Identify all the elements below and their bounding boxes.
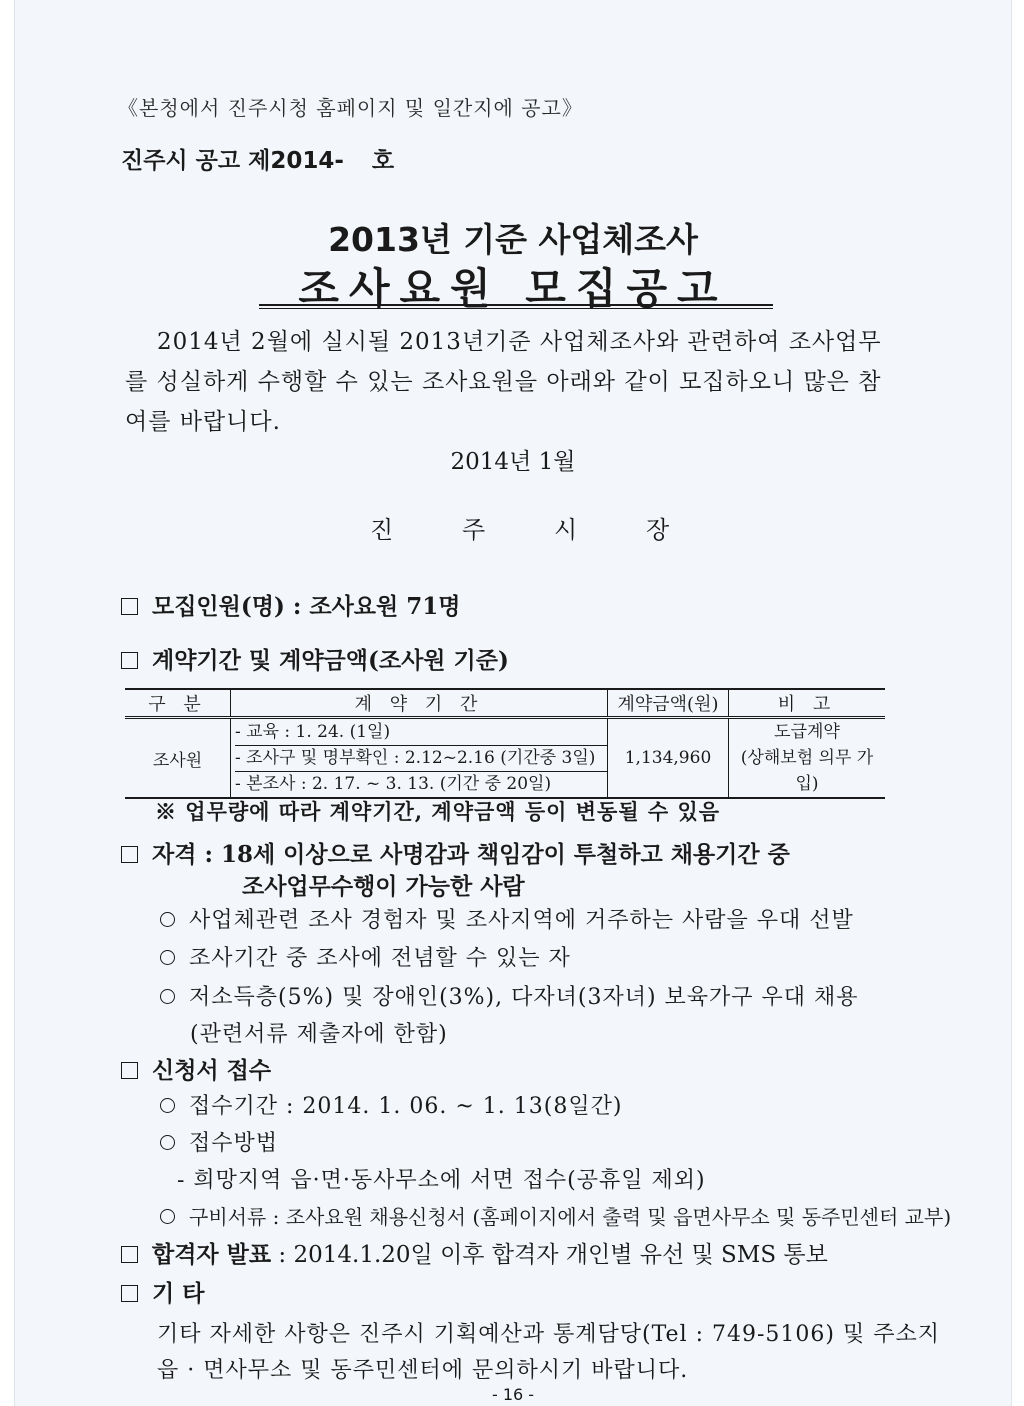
contract-note: ※ 업무량에 따라 계약기간, 계약금액 등이 변동될 수 있음 (155, 799, 721, 824)
contract-heading: 계약기간 및 계약금액(조사원 기준) (152, 647, 509, 674)
remark-line2: (상해보험 의무 가입) (740, 748, 874, 794)
issuer-char: 주 (462, 516, 486, 544)
distribution-note: 《본청에서 진주시청 홈페이지 및 일간지에 공고》 (118, 96, 583, 120)
period-education: - 교육 : 1. 24. (1일) (235, 720, 607, 746)
list-item (160, 941, 571, 972)
notice-number-text: 진주시 공고 제2014- (121, 148, 344, 174)
col-header-remark: 비 고 (729, 689, 886, 718)
issue-date: 2014년 1월 (450, 449, 576, 475)
contract-table (125, 688, 885, 799)
etc-heading: 기 타 (152, 1280, 205, 1307)
cell-category: 조사원 (125, 718, 231, 799)
title-underline (259, 304, 773, 309)
issuer-char: 장 (646, 516, 670, 544)
section-qualification (121, 836, 790, 869)
col-header-amount: 계약금액(원) (608, 689, 729, 718)
period-main-survey: - 본조사 : 2. 17. ~ 3. 13. (기간 중 20일) (235, 773, 552, 794)
etc-line1: 기타 자세한 사항은 진주시 기획예산과 통계담당(Tel : 749-5106) 및 주소지 (157, 1322, 941, 1347)
section-etc (121, 1275, 204, 1308)
circle-bullet-icon (160, 1209, 175, 1224)
qualification-item-text: 조사기간 중 조사에 전념할 수 있는 자 (189, 946, 571, 971)
circle-bullet-icon (160, 989, 175, 1004)
checkbox-square-icon (121, 652, 138, 669)
checkbox-square-icon (121, 598, 138, 615)
section-contract (121, 642, 509, 675)
checkbox-square-icon (121, 1285, 138, 1302)
notice-number-suffix: 호 (371, 148, 395, 174)
qualification-line2-text: 조사업무수행이 가능한 사람 (242, 873, 525, 900)
cell-remark (729, 718, 886, 799)
table-row (125, 718, 885, 799)
title-main: 조사요원 모집공고 (298, 264, 728, 313)
remark-line1: 도급계약 (774, 722, 840, 742)
application-period: 접수기간 : 2014. 1. 06. ~ 1. 13(8일간) (189, 1094, 623, 1119)
qualification-line1: 자격 : 18세 이상으로 사명감과 책임감이 투철하고 채용기간 중 (152, 841, 790, 868)
circle-bullet-icon (160, 912, 175, 927)
circle-bullet-icon (160, 950, 175, 965)
list-item (160, 980, 859, 1011)
section-application (121, 1052, 271, 1085)
checkbox-square-icon (121, 846, 138, 863)
circle-bullet-icon (160, 1135, 175, 1150)
circle-bullet-icon (160, 1098, 175, 1113)
qualification-item-text: 사업체관련 조사 경험자 및 조사지역에 거주하는 사람을 우대 선발 (189, 908, 854, 933)
qualification-line2 (242, 868, 525, 901)
section-announcement (121, 1236, 828, 1269)
recruit-count-text: 모집인원(명) : 조사요원 71명 (152, 593, 461, 620)
issuer-char: 시 (554, 516, 578, 544)
notice-number (121, 142, 394, 175)
cell-periods (231, 718, 608, 799)
qualification-item-continued: (관련서류 제출자에 한함) (190, 1022, 448, 1047)
list-item (160, 1126, 278, 1157)
intro-paragraph: 2014년 2월에 실시될 2013년기준 사업체조사와 관련하여 조사업무를 성실하게 수행할 수 있는 조사요원을 아래와 같이 모집하오니 많은 참여를 바랍니다. (125, 329, 882, 435)
page-number: - 16 - (491, 1385, 535, 1404)
qualification-item-text: 저소득층(5%) 및 장애인(3%), 다자녀(3자녀) 보육가구 우대 채용 (189, 985, 859, 1010)
col-header-period: 계 약 기 간 (231, 689, 608, 718)
issuer-char: 진 (370, 516, 394, 544)
application-method: 접수방법 (189, 1131, 279, 1156)
period-verification: - 조사구 및 명부확인 : 2.12~2.16 (기간중 3일) (235, 746, 607, 772)
document-page (14, 0, 1012, 1406)
application-method-detail: - 희망지역 읍·면·동사무소에 서면 접수(공휴일 제외) (177, 1168, 706, 1193)
checkbox-square-icon (121, 1062, 138, 1079)
list-item (160, 903, 854, 934)
title-subject: 2013년 기준 사업체조사 (328, 220, 698, 259)
announcement-text: : 2014.1.20일 이후 합격자 개인별 유선 및 SMS 통보 (271, 1242, 828, 1268)
list-item (160, 1089, 622, 1120)
section-recruit-count (121, 588, 460, 621)
list-item (160, 1201, 951, 1230)
checkbox-square-icon (121, 1246, 138, 1263)
announcement-label: 합격자 발표 (152, 1241, 272, 1268)
application-heading: 신청서 접수 (152, 1057, 272, 1084)
issuer (370, 510, 738, 545)
application-documents: 구비서류 : 조사요원 채용신청서 (홈페이지에서 출력 및 읍면사무소 및 동주민센터 교부) (189, 1205, 952, 1229)
col-header-category: 구 분 (125, 689, 231, 718)
cell-amount: 1,134,960 (608, 718, 729, 799)
etc-line2: 읍 · 면사무소 및 동주민센터에 문의하시기 바랍니다. (157, 1358, 689, 1383)
